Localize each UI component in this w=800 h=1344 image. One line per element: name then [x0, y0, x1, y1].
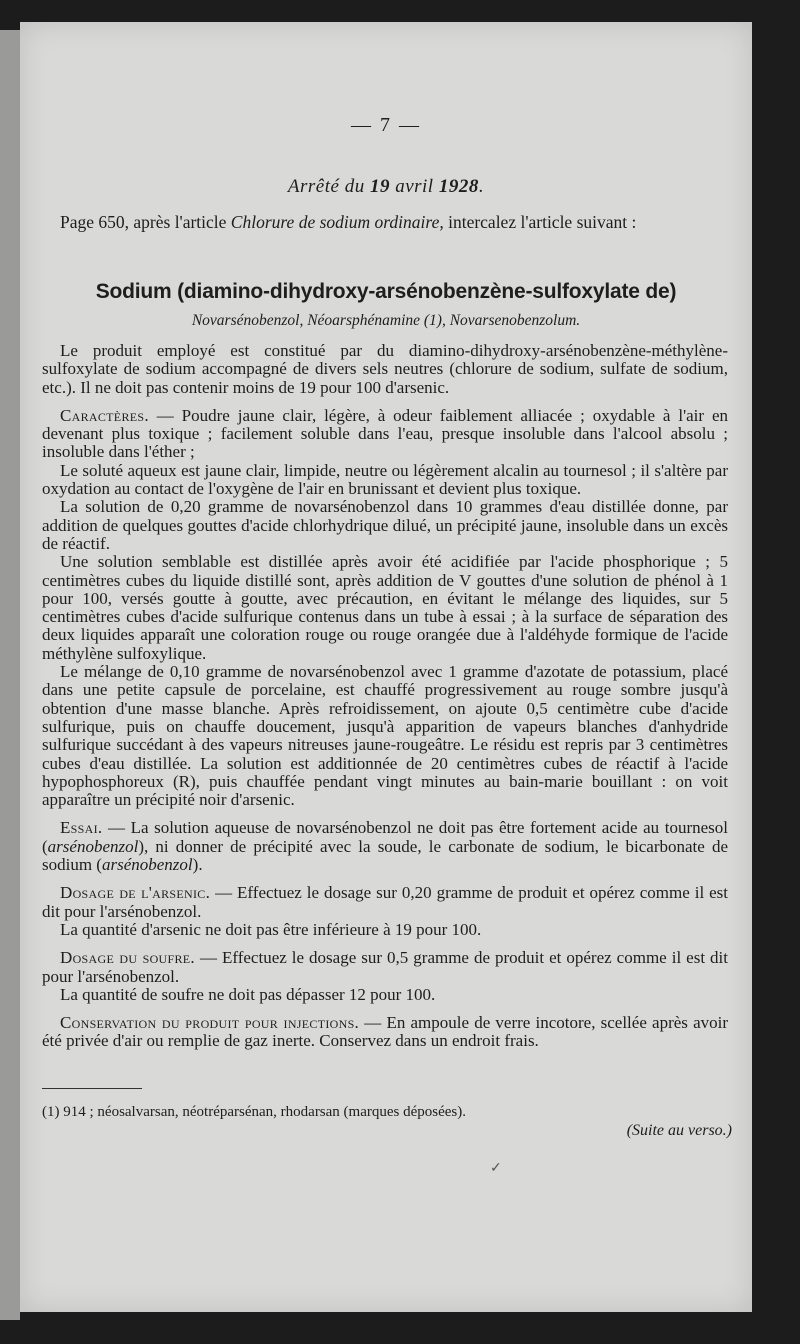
solution-paragraph: La solution de 0,20 gramme de novarsénobenzol dans 10 grammes d'eau distillée donne, par addition de quelques gouttes d'acide chlorhydrique dilué, un précipité jaune, insoluble dans un excès de réactif. — [42, 497, 728, 553]
monograph-synonyms: Novarsénobenzol, Néoarsphénamine (1), Novarsenobenzolum. — [191, 312, 581, 329]
footnote-divider — [42, 1088, 142, 1089]
dosage-soufre-paragraph — [42, 949, 728, 986]
dosage-arsenic-paragraph — [42, 884, 728, 921]
essai-paragraph — [42, 819, 728, 874]
decree-month: avril — [389, 176, 439, 197]
description-paragraph: Le produit employé est constitué par du diamino-dihydroxy-arsénobenzène-méthylène-sulfoxylate de sodium accompagné de divers sels neutres (chlorure de sodium, sulfate de sodium, etc.). Il ne doit pas contenir moins de 19 pour 100 d'arsenic. — [42, 341, 728, 397]
check-mark-icon: ✓ — [490, 1161, 502, 1176]
essai-text-3: ). — [192, 855, 203, 875]
document-page — [20, 22, 752, 1312]
decree-title — [20, 176, 752, 198]
monograph-heading: Sodium (diamino-dihydroxy-arsénobenzène-sulfoxylate de) — [95, 280, 677, 303]
dosage-soufre-limit: La quantité de soufre ne doit pas dépasser 12 pour 100. — [60, 984, 436, 1004]
essai-italic-1: arsénobenzol — [47, 836, 139, 856]
page-number: — 7 — — [351, 114, 421, 136]
distillation-paragraph: Une solution semblable est distillée après avoir été acidifiée par l'acide phosphorique ; 5 centimètres cubes du liquide distillé sont, après addition de V gouttes d'une solution de phénol à 1 pour 100, versés goutte à goutte, avec précaution, en évitant le mélange des liquides, sur 5 centimètres cubes d'acide sulfurique contenus dans un tube à essai ; à la surface de séparation des deux liquides apparaît une coloration rouge ou rouge orangée due à l'aldéhyde formique de l'acide méthylène sulfoxylique. — [42, 552, 728, 663]
conservation-label: Conservation du produit pour injections. — [60, 1013, 360, 1033]
decree-year: 1928 — [438, 176, 479, 197]
caracteres-paragraph — [42, 407, 728, 462]
intro-after: intercalez l'article suivant : — [443, 212, 637, 232]
intro-article: Chlorure de sodium ordinaire, — [230, 212, 444, 232]
decree-day: 19 — [369, 176, 390, 197]
essai-text: — La solution aqueuse de novarsénobenzol ne doit pas être fortement acide au tournesol ( — [42, 818, 728, 856]
caracteres-label: Caractères. — [60, 405, 149, 425]
essai-italic-2: arsénobenzol — [101, 855, 193, 875]
essai-text-2: ), ni donner de précipité avec la soude, le carbonate de sodium, le bicarbonate de sodium ( — [42, 836, 728, 875]
dosage-arsenic-label: Dosage de l'arsenic. — [60, 883, 211, 903]
solute-paragraph: Le soluté aqueux est jaune clair, limpide, neutre ou légèrement alcalin au tournesol ; il s'altère par oxydation au contact de l'oxygène de l'air en brunissant et devient plus toxique. — [42, 460, 728, 499]
continued-note: (Suite au verso.) — [626, 1122, 732, 1139]
dosage-soufre-text: — Effectuez le dosage sur 0,5 gramme de produit et opérez comme il est dit pour l'arsénobenzol. — [42, 948, 728, 986]
monograph-body — [42, 342, 728, 1051]
dosage-arsenic-text: — Effectuez le dosage sur 0,20 gramme de produit et opérez comme il est dit pour l'arsénobenzol. — [42, 883, 728, 921]
conservation-paragraph — [42, 1014, 728, 1051]
melange-paragraph: Le mélange de 0,10 gramme de novarsénobenzol avec 1 gramme d'azotate de potassium, placé dans une petite capsule de porcelaine, est chauffé progressivement au rouge sombre jusqu'à obtention d'une masse blanche. Après refroidissement, on ajoute 0,5 centimètre cube d'acide sulfurique, puis on chauffe doucement, jusqu'à apparition de vapeurs blanches d'anhydride sulfurique succédant à des vapeurs nitreuses jaune-rougeâtre. Le résidu est repris par 3 centimètres cubes d'eau distillée. La solution est additionnée de 20 centimètres cubes de réactif à l'acide hypophosphoreux (R), puis chauffée pendant vingt minutes au bain-marie bouillant : on voit apparaître un précipité noir d'arsenic. — [42, 662, 728, 810]
essai-label: Essai. — [60, 818, 103, 838]
footnote: (1) 914 ; néosalvarsan, néotréparsénan, rhodarsan (marques déposées). — [42, 1104, 467, 1120]
dosage-arsenic-limit: La quantité d'arsenic ne doit pas être inférieure à 19 pour 100. — [60, 919, 482, 939]
dosage-soufre-label: Dosage du soufre. — [60, 948, 195, 968]
intro-paragraph — [42, 212, 728, 232]
conservation-text: — En ampoule de verre incotore, scellée après avoir été privée d'air ou remplie de gaz inerte. Conservez dans un endroit frais. — [42, 1013, 728, 1051]
caracteres-text: — Poudre jaune clair, légère, à odeur faiblement alliacée ; oxydable à l'air en devenant plus toxique ; facilement soluble dans l'eau, presque insoluble dans l'alcool absolu ; insoluble dans l'éther ; — [42, 405, 728, 462]
decree-suffix: . — [478, 176, 485, 197]
binding-edge — [0, 30, 20, 1320]
intro-before: Page 650, après l'article — [60, 212, 231, 232]
decree-prefix: Arrêté du — [287, 176, 370, 197]
